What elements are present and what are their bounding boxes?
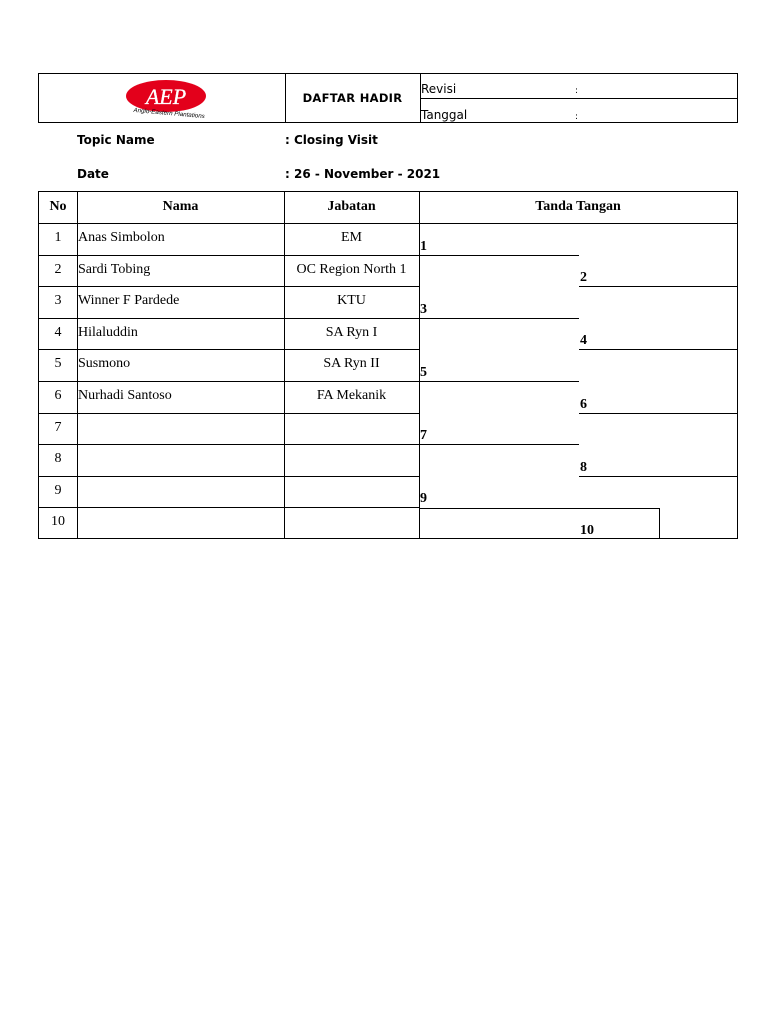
signature-number: 8	[580, 460, 587, 475]
signature-number: 9	[420, 491, 427, 506]
signature-number: 10	[580, 523, 594, 538]
date-label: Date	[77, 167, 109, 181]
row-no: 5	[54, 356, 62, 371]
topic-value: : Closing Visit	[285, 133, 378, 147]
row-nama: Hilaluddin	[78, 325, 138, 340]
document-title: DAFTAR HADIR	[285, 74, 421, 122]
row-divider	[39, 476, 419, 477]
header-tanda-tangan: Tanda Tangan	[535, 199, 621, 214]
revision-cell	[420, 74, 737, 122]
tanggal-label: Tanggal	[421, 108, 468, 122]
row-divider	[39, 255, 419, 256]
row-no: 4	[54, 325, 62, 340]
logo-tagline: Anglo-Eastern Plantations	[133, 106, 206, 121]
row-nama: Susmono	[78, 356, 131, 371]
row-divider	[39, 507, 419, 508]
row-jabatan: KTU	[337, 293, 366, 308]
signature-box-top	[419, 508, 659, 509]
signature-line	[419, 381, 579, 382]
row-no: 10	[51, 514, 65, 529]
topic-label: Topic Name	[77, 133, 155, 147]
signature-line	[579, 476, 737, 477]
row-nama: Winner F Pardede	[78, 293, 180, 308]
logo-cell	[39, 74, 286, 122]
header-no: No	[49, 199, 67, 214]
row-nama: Anas Simbolon	[78, 230, 165, 245]
row-no: 7	[54, 420, 62, 435]
signature-number: 4	[580, 333, 587, 348]
tanggal-colon: :	[575, 112, 579, 122]
row-no: 3	[54, 293, 62, 308]
row-divider	[39, 381, 419, 382]
date-value: : 26 - November - 2021	[285, 167, 441, 181]
row-no: 8	[54, 451, 62, 466]
signature-line	[579, 349, 737, 350]
row-divider	[39, 349, 419, 350]
signature-line	[419, 255, 579, 256]
row-divider	[39, 318, 419, 319]
row-nama: Nurhadi Santoso	[78, 388, 172, 403]
signature-number: 5	[420, 365, 427, 380]
revisi-colon: :	[575, 86, 579, 96]
row-jabatan: SA Ryn I	[325, 325, 378, 340]
row-nama: Sardi Tobing	[78, 262, 151, 277]
row-no: 2	[54, 262, 62, 277]
logo-text: AEP	[145, 84, 187, 109]
revisi-label: Revisi	[421, 82, 457, 96]
row-jabatan: OC Region North 1	[296, 262, 407, 277]
row-divider	[39, 286, 419, 287]
attendance-table	[38, 191, 738, 539]
signature-box-side	[659, 508, 660, 538]
row-jabatan: EM	[341, 230, 362, 245]
header-nama: Nama	[162, 199, 199, 214]
signature-line	[419, 444, 579, 445]
header-divider	[39, 223, 737, 224]
row-divider	[39, 444, 419, 445]
signature-line	[579, 286, 737, 287]
revisi-row	[420, 74, 737, 99]
row-no: 6	[54, 388, 62, 403]
signature-number: 3	[420, 302, 427, 317]
signature-line	[419, 318, 579, 319]
row-no: 9	[54, 483, 62, 498]
signature-line	[579, 413, 737, 414]
company-logo	[109, 79, 229, 121]
row-jabatan: FA Mekanik	[316, 388, 387, 403]
signature-number: 6	[580, 397, 587, 412]
signature-number: 7	[420, 428, 427, 443]
row-no: 1	[54, 230, 62, 245]
document-header	[38, 73, 738, 123]
signature-number: 2	[580, 270, 587, 285]
signature-number: 1	[420, 239, 427, 254]
tanggal-row	[420, 99, 737, 123]
header-jabatan: Jabatan	[327, 199, 376, 214]
row-divider	[39, 413, 419, 414]
row-jabatan: SA Ryn II	[323, 356, 380, 371]
